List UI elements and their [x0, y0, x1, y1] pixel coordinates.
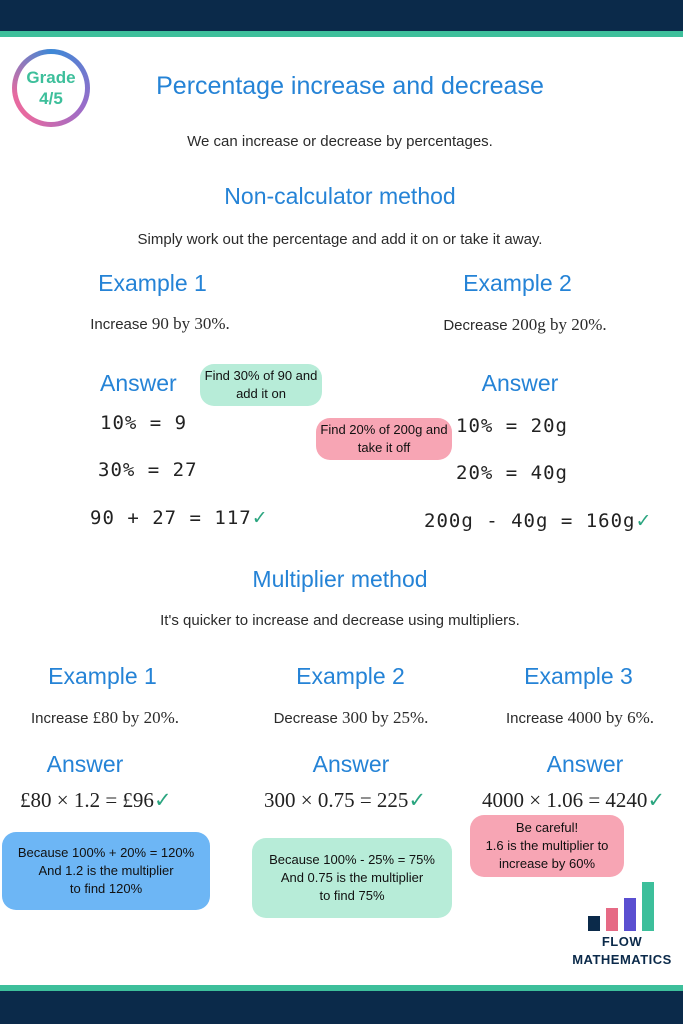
- noncalc-example1-line1: 10% = 9: [100, 412, 188, 434]
- noncalc-example2-question: Decrease 200g by 20%.: [443, 315, 607, 334]
- noncalc-example2-answer-label: Answer: [481, 370, 559, 396]
- tick-icon: ✓: [251, 507, 269, 529]
- top-bar: [0, 0, 683, 31]
- mult-example1-calc: £80 × 1.2 = £96✓: [20, 788, 172, 812]
- grade-badge: [12, 49, 90, 127]
- mult-example2-calc: 300 × 0.75 = 225✓: [264, 788, 427, 812]
- top-stripe: [0, 31, 683, 37]
- bottom-bar: [0, 991, 683, 1024]
- noncalc-description: Simply work out the percentage and add it on or take it away.: [137, 231, 543, 248]
- mult-example2-answer-label: Answer: [312, 751, 390, 777]
- mult-example3-question: Increase 4000 by 6%.: [505, 708, 655, 727]
- tick-icon: ✓: [153, 788, 172, 812]
- noncalc-example1-note: Find 30% of 90 and add it on: [200, 364, 322, 406]
- grade-label: Grade: [26, 68, 76, 87]
- mult-example1-question: Increase £80 by 20%.: [30, 708, 180, 727]
- tick-icon: ✓: [635, 510, 653, 532]
- mult-example2-title: Example 2: [296, 663, 405, 689]
- grade-value: 4/5: [39, 89, 63, 108]
- noncalc-example2-line3: 200g - 40g = 160g✓: [424, 510, 653, 532]
- multiplier-heading: Multiplier method: [252, 566, 428, 592]
- intro-text: We can increase or decrease by percentages.: [187, 133, 493, 150]
- mult-example1-note: Because 100% + 20% = 120% And 1.2 is the multiplier to find 120%: [2, 832, 210, 910]
- noncalc-example1-title: Example 1: [98, 270, 207, 296]
- mult-example1-answer-label: Answer: [46, 751, 124, 777]
- noncalc-example2-note: Find 20% of 200g and take it off: [316, 418, 452, 460]
- noncalc-example1-line3: 90 + 27 = 117✓: [90, 507, 269, 529]
- flow-mathematics-logo-icon: [586, 880, 658, 932]
- logo-text-flow: FLOW: [601, 934, 643, 949]
- mult-example3-answer-label: Answer: [546, 751, 624, 777]
- tick-icon: ✓: [647, 788, 666, 812]
- mult-example2-note: Because 100% - 25% = 75% And 0.75 is the multiplier to find 75%: [252, 838, 452, 918]
- tick-icon: ✓: [408, 788, 427, 812]
- noncalc-example1-line2: 30% = 27: [98, 459, 198, 481]
- mult-example1-title: Example 1: [48, 663, 157, 689]
- noncalc-example2-line1: 10% = 20g: [456, 415, 568, 437]
- mult-example3-calc: 4000 × 1.06 = 4240✓: [482, 788, 666, 812]
- noncalc-example2-line2: 20% = 40g: [456, 462, 568, 484]
- mult-example3-note: Be careful! 1.6 is the multiplier to increase by 60%: [470, 815, 624, 877]
- noncalc-example1-question: Increase 90 by 30%.: [90, 314, 230, 333]
- multiplier-description: It's quicker to increase and decrease using multipliers.: [160, 612, 520, 629]
- logo-text-mathematics: MATHEMATICS: [572, 952, 672, 967]
- mult-example3-title: Example 3: [524, 663, 633, 689]
- page-title: Percentage increase and decrease: [156, 72, 544, 100]
- mult-example2-question: Decrease 300 by 25%.: [273, 708, 429, 727]
- noncalc-heading: Non-calculator method: [224, 183, 456, 209]
- noncalc-example1-answer-label: Answer: [100, 370, 177, 396]
- noncalc-example2-title: Example 2: [463, 270, 572, 296]
